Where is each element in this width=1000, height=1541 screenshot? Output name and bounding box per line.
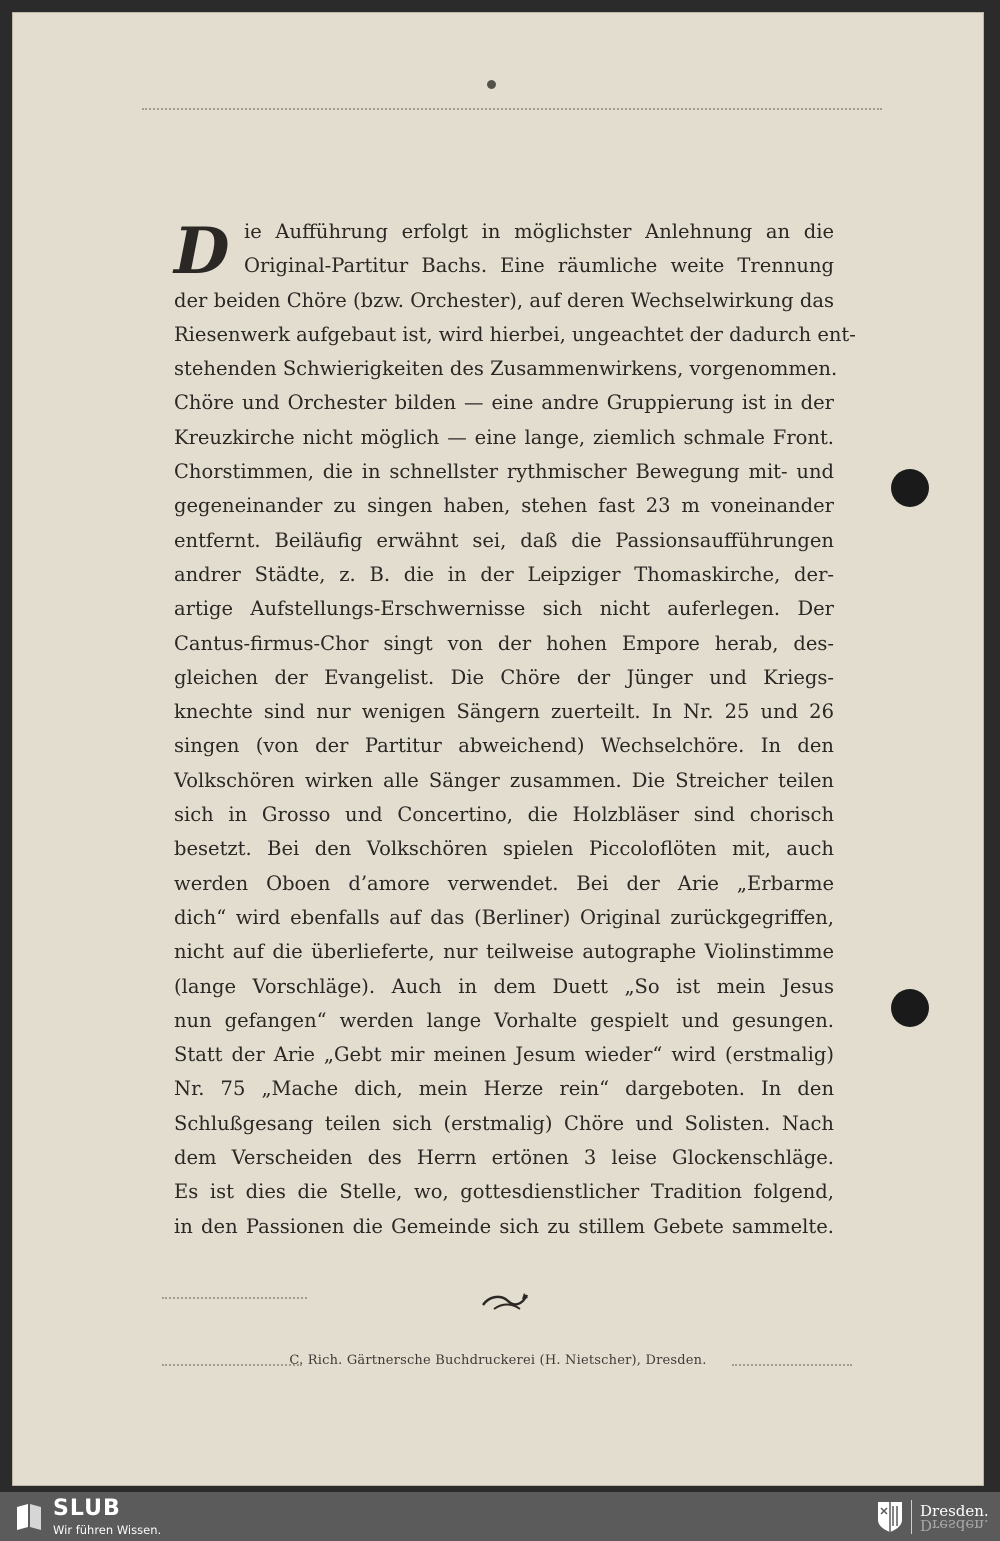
text-line: (lange Vorschläge). Auch in dem Duett „So ist mein Jesus (174, 974, 834, 998)
text-line: Riesenwerk aufgebaut ist, wird hierbei, ungeachtet der dadurch ent- (174, 322, 856, 346)
top-dotted-rule (142, 108, 882, 110)
fleuron-ornament-icon (480, 1289, 530, 1313)
text-line: Es ist dies die Stelle, wo, gottesdienstlicher Tradition folgend, (174, 1180, 834, 1204)
body-text (174, 214, 856, 1244)
dropcap (174, 214, 236, 289)
text-line: besetzt. Bei den Volkschören spielen Piccoloflöten mit, auch (174, 837, 834, 861)
scanned-page (12, 12, 984, 1486)
text-line: nun gefangen“ werden lange Vorhalte gespielt und gesungen. (174, 1008, 834, 1032)
text-line: Nr. 75 „Mache dich, mein Herze rein“ dargeboten. In den (174, 1077, 834, 1101)
text-line: entfernt. Beiläufig erwähnt sei, daß die Passionsaufführungen (174, 528, 834, 552)
punch-hole-lower (891, 989, 929, 1027)
text-line: Statt der Arie „Gebt mir meinen Jesum wieder“ wird (erstmalig) (174, 1043, 834, 1067)
footer-bar (0, 1492, 1000, 1541)
text-line: dem Verscheiden des Herrn ertönen 3 leise Glockenschläge. (174, 1146, 834, 1170)
dresden-wordmark-reflection: Dresden. (920, 1516, 989, 1534)
text-line: in den Passionen die Gemeinde sich zu stillem Gebete sammelte. (174, 1214, 834, 1238)
text-line: knechte sind nur wenigen Sängern zuerteilt. In Nr. 25 und 26 (174, 700, 834, 724)
text-line: Schlußgesang teilen sich (erstmalig) Chöre und Solisten. Nach (174, 1111, 834, 1135)
dresden-crest-icon[interactable] (876, 1500, 904, 1534)
dresden-wordmark[interactable]: Dresden. (920, 1502, 989, 1520)
dropcap-letter: D (174, 214, 230, 289)
printer-imprint: C. Rich. Gärtnersche Buchdruckerei (H. Nietscher), Dresden. (289, 1353, 707, 1368)
top-dot-mark (487, 80, 496, 89)
text-line: gleichen der Evangelist. Die Chöre der Jünger und Kriegs- (174, 665, 834, 689)
text-line: ie Aufführung erfolgt in möglichster Anlehnung an die (244, 220, 834, 243)
text-line: Volkschören wirken alle Sänger zusammen. Die Streicher teilen (174, 768, 834, 792)
text-line: singen (von der Partitur abweichend) Wechselchöre. In den (174, 734, 834, 758)
footer-separator (911, 1500, 912, 1534)
text-line: artige Aufstellungs-Erschwernisse sich nicht auferlegen. Der (174, 597, 834, 621)
text-line: andrer Städte, z. B. die in der Leipziger Thomaskirche, der- (174, 562, 834, 586)
text-line: stehenden Schwierigkeiten des Zusammenwirkens, vorgenommen. (174, 357, 838, 381)
faint-dotted-rule (162, 1297, 307, 1299)
slub-book-icon[interactable] (14, 1501, 44, 1531)
text-line: Chorstimmen, die in schnellster rythmischer Bewegung mit- und (174, 460, 834, 484)
punch-hole-upper (891, 469, 929, 507)
text-line: dich“ wird ebenfalls auf das (Berliner) Original zurückgegriffen, (174, 905, 834, 929)
text-line: gegeneinander zu singen haben, stehen fast 23 m voneinander (174, 494, 834, 518)
text-line: werden Oboen d’amore verwendet. Bei der Arie „Erbarme (174, 871, 834, 895)
text-line: sich in Grosso und Concertino, die Holzbläser sind chorisch (174, 803, 834, 827)
text-line: Cantus-firmus-Chor singt von der hohen Empore herab, des- (174, 631, 834, 655)
slub-tagline: Wir führen Wissen. (53, 1523, 162, 1537)
text-line: Original-Partitur Bachs. Eine räumliche weite Trennung (244, 254, 834, 278)
text-line: nicht auf die überlieferte, nur teilweise autographe Violinstimme (174, 940, 834, 964)
text-line: Kreuzkirche nicht möglich — eine lange, ziemlich schmale Front. (174, 425, 834, 449)
text-line: der beiden Chöre (bzw. Orchester), auf deren Wechselwirkung das (174, 288, 834, 312)
text-line: Chöre und Orchester bilden — eine andre Gruppierung ist in der (174, 391, 834, 415)
slub-brand[interactable]: SLUB (53, 1496, 121, 1521)
